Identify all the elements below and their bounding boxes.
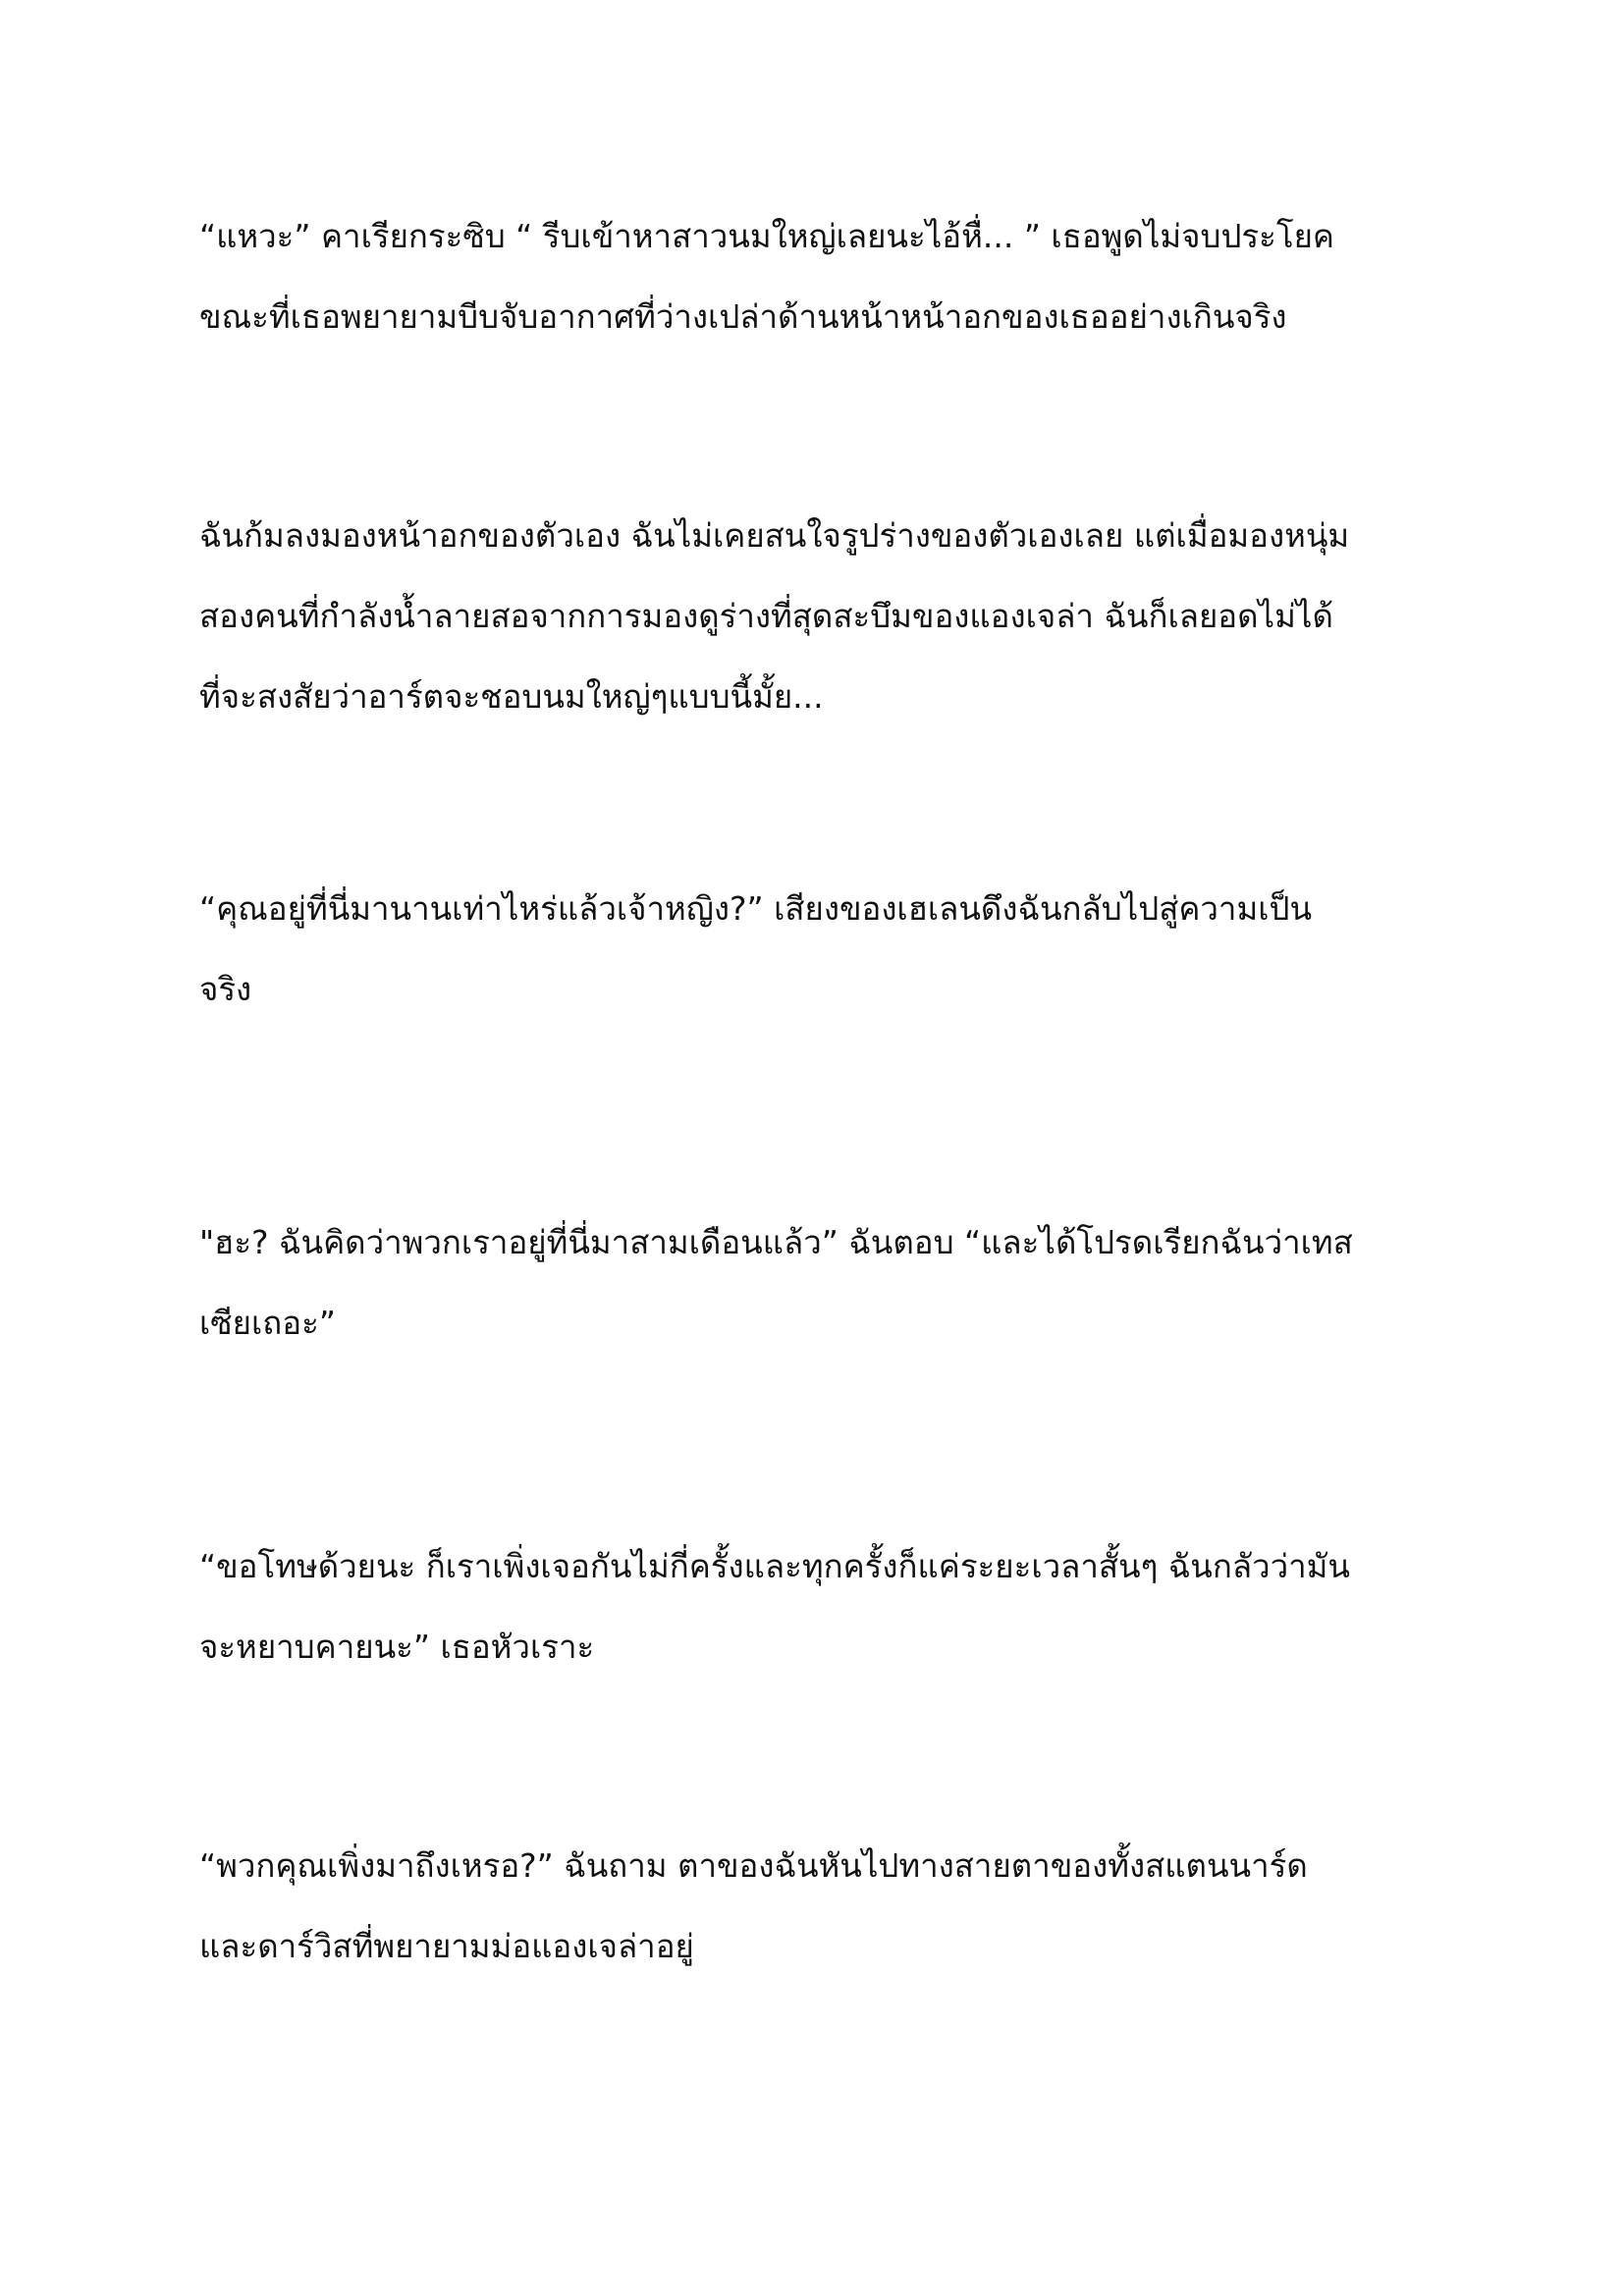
text-line: จะหยาบคายนะ” เธอหัวเราะ — [199, 1628, 595, 1666]
paragraph-1 — [199, 196, 1436, 357]
paragraph-5 — [199, 1526, 1436, 1687]
text-line: ที่จะสงสัยว่าอาร์ตจะชอบนมใหญ่ๆแบบนี้มั้ย... — [199, 677, 824, 716]
text-line: "ฮะ? ฉันคิดว่าพวกเราอยู่ที่นี่มาสามเดือนแล้ว” ฉันตอบ “และได้โปรดเรียกฉันว่าเทส — [199, 1223, 1353, 1261]
text-line: และดาร์วิสที่พยายามม่อแองเจล่าอยู่ — [199, 1927, 694, 1965]
paragraph-6 — [199, 1826, 1436, 1987]
text-line: “ขอโทษด้วยนะ ก็เราเพิ่งเจอกันไม่กี่ครั้งและทุกครั้งก็แค่ระยะเวลาสั้นๆ ฉันกลัวว่ามัน — [199, 1547, 1350, 1585]
text-line: สองคนที่กำลังน้ำลายสอจากการมองดูร่างที่สุดสะบึมของแองเจล่า ฉันก็เลยอดไม่ได้ — [199, 597, 1333, 635]
text-line: ขณะที่เธอพยายามบีบจับอากาศที่ว่างเปล่าด้านหน้าหน้าอกของเธออย่างเกินจริง — [199, 297, 1287, 336]
paragraph-4 — [199, 1202, 1436, 1363]
text-line: “คุณอยู่ที่นี่มานานเท่าไหร่แล้วเจ้าหญิง?” เสียงของเฮเลนดึงฉันกลับไปสู่ความเป็น — [199, 889, 1313, 928]
text-line: “พวกคุณเพิ่งมาถึงเหรอ?” ฉันถาม ตาของฉันหันไปทางสายตาของทั้งสแตนนาร์ด — [199, 1846, 1308, 1885]
text-line: จริง — [199, 970, 252, 1008]
text-line: “แหวะ” คาเรียกระซิบ “ รีบเข้าหาสาวนมใหญ่เลยนะไอ้หื่... ” เธอพูดไม่จบประโยค — [199, 217, 1334, 255]
paragraph-3 — [199, 869, 1436, 1030]
text-line: เซียเถอะ” — [199, 1304, 336, 1342]
paragraph-2 — [199, 496, 1436, 737]
text-line: ฉันก้มลงมองหน้าอกของตัวเอง ฉันไม่เคยสนใจรูปร่างของตัวเองเลย แต่เมื่อมองหนุ่ม — [199, 516, 1350, 555]
